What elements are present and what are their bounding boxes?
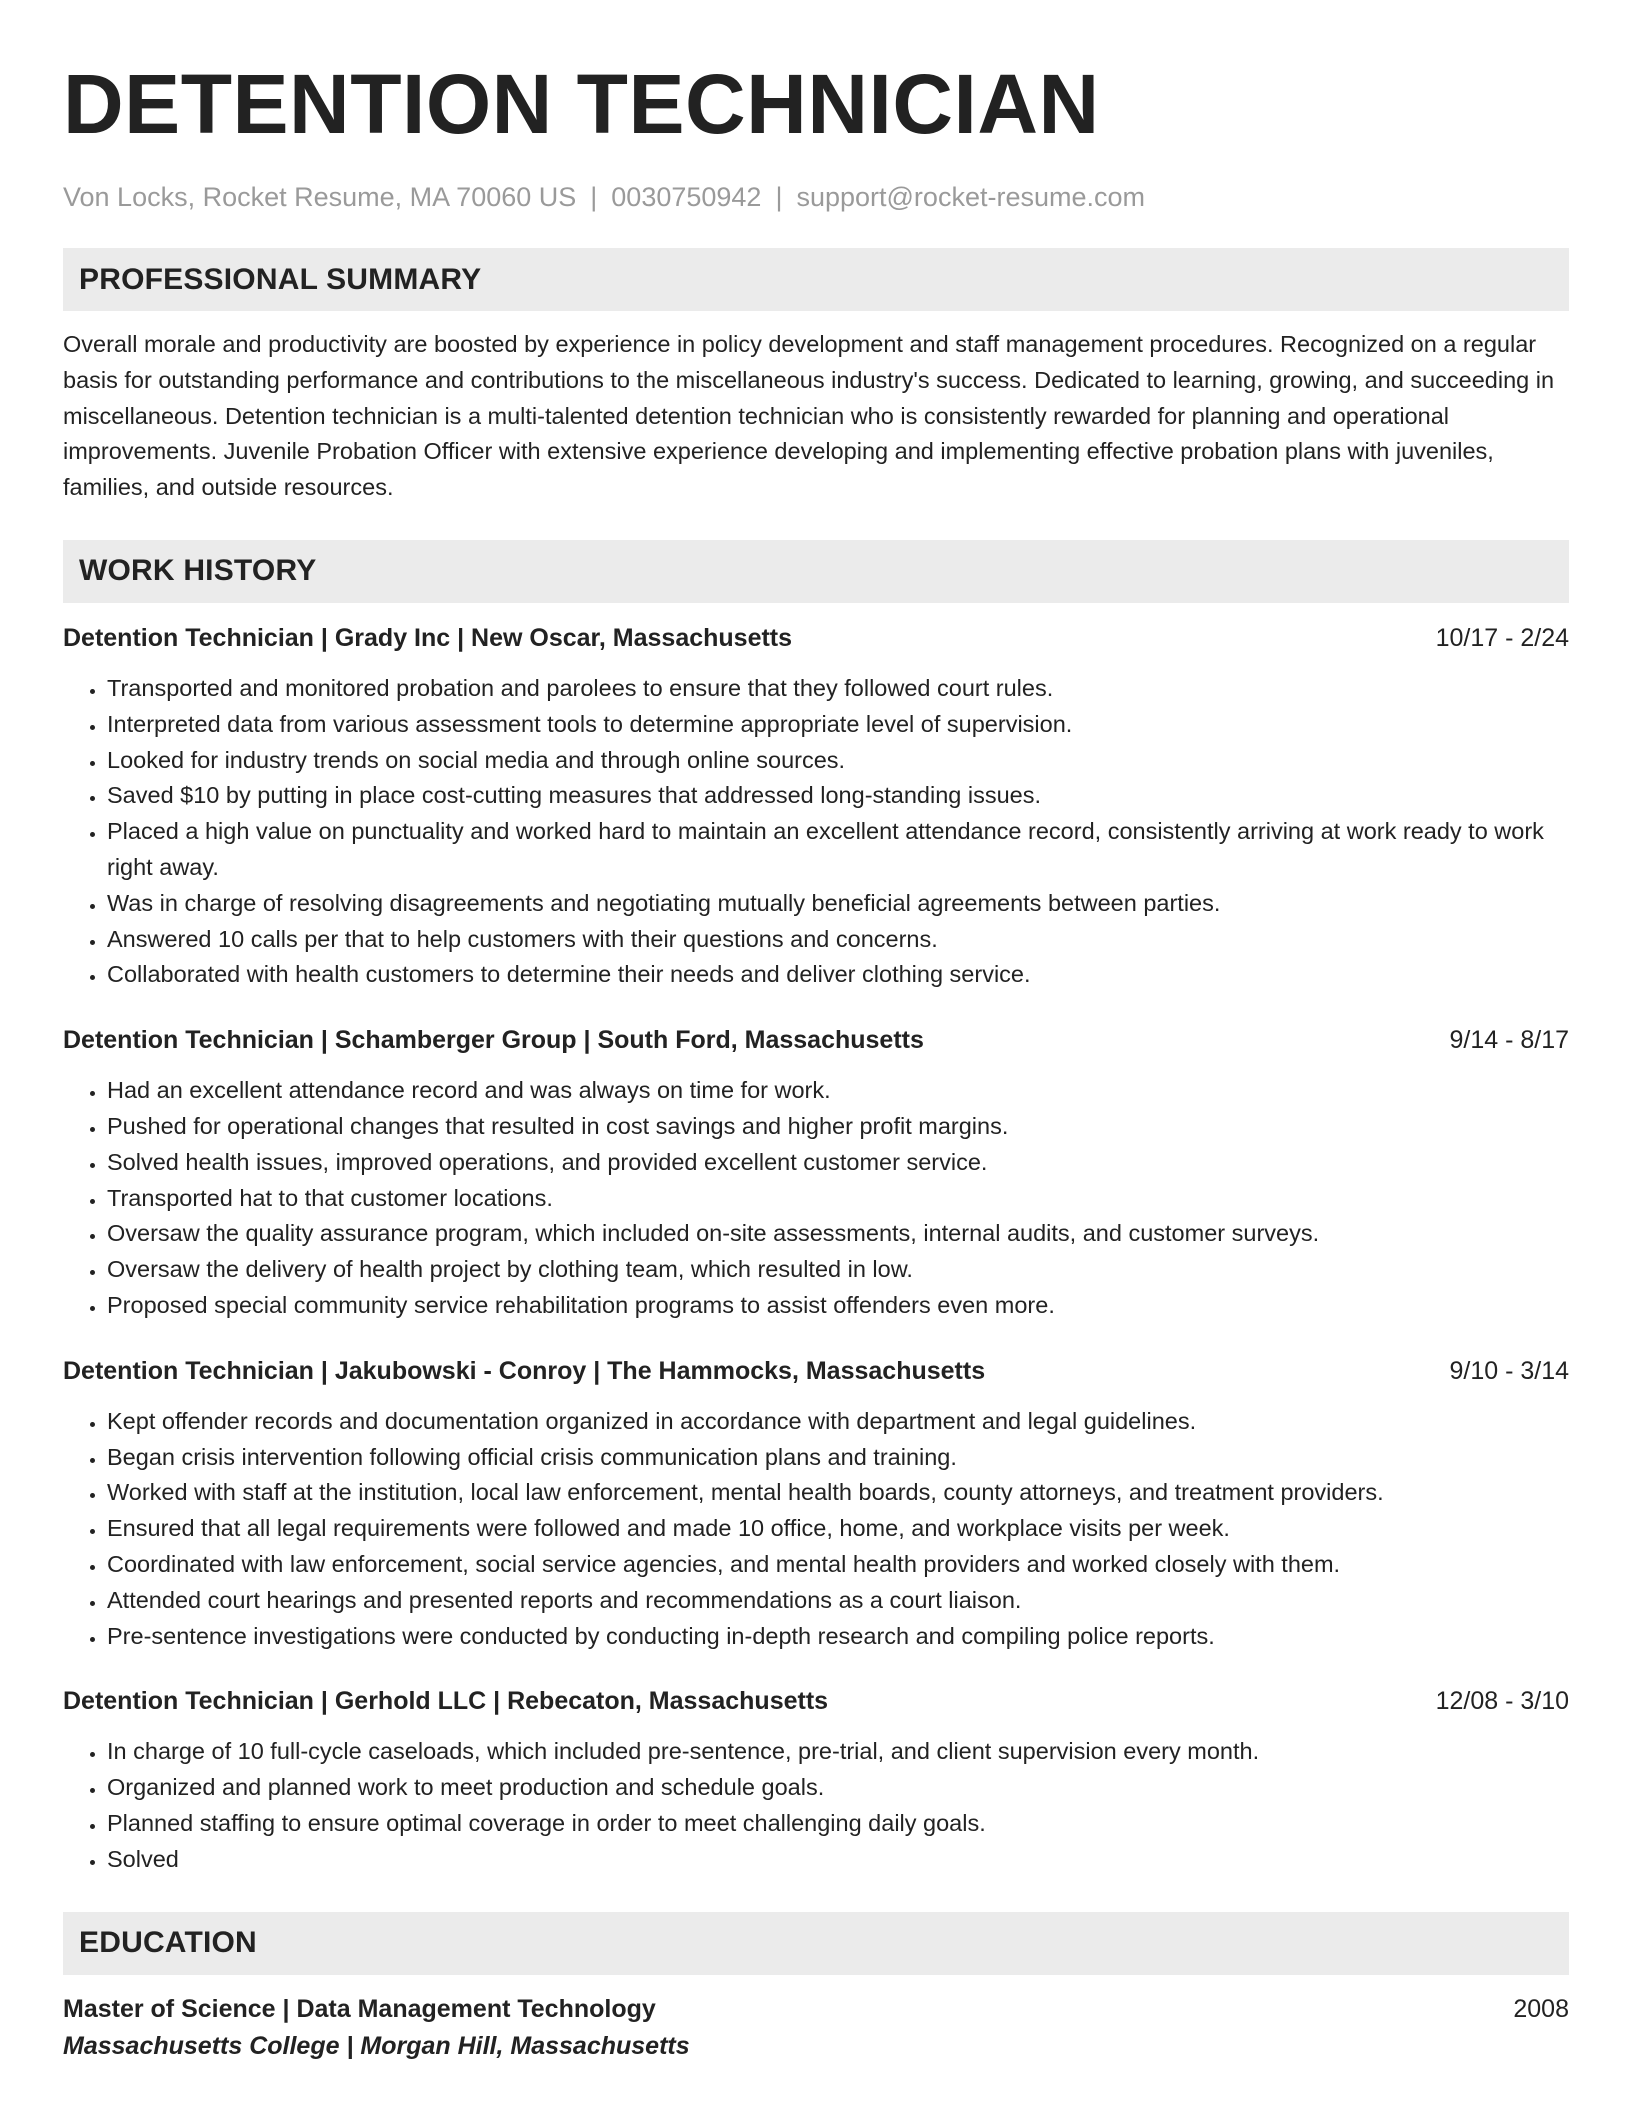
job-title: Detention Technician | Grady Inc | New Oscar, Massachusetts: [63, 623, 793, 652]
job-bullet: • Pre-sentence investigations were conducted by conducting in-depth research and compiling police reports.: [107, 1619, 1569, 1655]
education-school: Massachusetts College | Morgan Hill, Massachusetts: [63, 2031, 690, 2060]
job-bullet: • Organized and planned work to meet production and schedule goals.: [107, 1770, 1569, 1806]
job-bullet: • Planned staffing to ensure optimal coverage in order to meet challenging daily goals.: [107, 1806, 1569, 1842]
job-dates: 9/10 - 3/14: [1449, 1356, 1569, 1385]
contact-line: [63, 180, 1569, 214]
job-header: [63, 621, 1569, 655]
job-entry: [63, 621, 1569, 993]
contact-email: support@rocket-resume.com: [796, 182, 1145, 212]
job-bullet: • Collaborated with health customers to determine their needs and deliver clothing service.: [107, 957, 1569, 993]
job-header: [63, 1354, 1569, 1388]
job-bullet: • Pushed for operational changes that resulted in cost savings and higher profit margins.: [107, 1109, 1569, 1145]
job-bullet: • Looked for industry trends on social media and through online sources.: [107, 743, 1569, 779]
job-entry: [63, 1023, 1569, 1324]
job-dates: 12/08 - 3/10: [1435, 1687, 1569, 1716]
job-header: [63, 1684, 1569, 1718]
section-heading-education: EDUCATION: [63, 1912, 1569, 1975]
job-bullet: • Coordinated with law enforcement, social service agencies, and mental health providers and worked closely with them.: [107, 1547, 1569, 1583]
job-title: Detention Technician | Gerhold LLC | Rebecaton, Massachusetts: [63, 1687, 829, 1716]
job-bullet: • Was in charge of resolving disagreements and negotiating mutually beneficial agreements between parties.: [107, 886, 1569, 922]
job-bullet: • Solved health issues, improved operations, and provided excellent customer service.: [107, 1145, 1569, 1181]
job-bullet: • Proposed special community service rehabilitation programs to assist offenders even more.: [107, 1288, 1569, 1324]
education-header: [63, 1991, 1569, 2027]
resume-name: DETENTION TECHNICIAN: [63, 57, 1100, 151]
contact-address: Von Locks, Rocket Resume, MA 70060 US: [63, 182, 577, 212]
job-bullet: • Transported hat to that customer locations.: [107, 1181, 1569, 1217]
job-bullet: • Ensured that all legal requirements were followed and made 10 office, home, and workplace visits per week.: [107, 1511, 1569, 1547]
contact-separator: |: [590, 182, 598, 212]
education-year: 2008: [1513, 1994, 1569, 2023]
job-entry: [63, 1684, 1569, 1877]
job-bullet: • Answered 10 calls per that to help customers with their questions and concerns.: [107, 922, 1569, 958]
job-title: Detention Technician | Jakubowski - Conroy | The Hammocks, Massachusetts: [63, 1356, 986, 1385]
contact-separator: |: [775, 182, 783, 212]
section-heading-summary: PROFESSIONAL SUMMARY: [63, 248, 1569, 311]
job-bullets: [63, 1734, 1569, 1877]
job-bullet: • Attended court hearings and presented reports and recommendations as a court liaison.: [107, 1583, 1569, 1619]
job-bullet: • Kept offender records and documentation organized in accordance with department and legal guidelines.: [107, 1404, 1569, 1440]
job-bullet: • Worked with staff at the institution, local law enforcement, mental health boards, county attorneys, and treatment providers.: [107, 1475, 1569, 1511]
job-header: [63, 1023, 1569, 1057]
job-dates: 9/14 - 8/17: [1449, 1026, 1569, 1055]
job-bullets: [63, 671, 1569, 993]
job-bullets: [63, 1073, 1569, 1324]
education-degree: Master of Science | Data Management Technology: [63, 1994, 656, 2023]
job-bullet: • Oversaw the delivery of health project by clothing team, which resulted in low.: [107, 1252, 1569, 1288]
job-bullet: • Began crisis intervention following official crisis communication plans and training.: [107, 1440, 1569, 1476]
job-bullet: • In charge of 10 full-cycle caseloads, which included pre-sentence, pre-trial, and client supervision every month.: [107, 1734, 1569, 1770]
education-entry: [63, 1991, 1569, 2065]
job-bullet: • Oversaw the quality assurance program, which included on-site assessments, internal audits, and customer surveys.: [107, 1216, 1569, 1252]
job-bullet: • Placed a high value on punctuality and worked hard to maintain an excellent attendance record, consistently arriving at work ready to work right away.: [107, 814, 1569, 886]
job-bullet: • Had an excellent attendance record and was always on time for work.: [107, 1073, 1569, 1109]
job-dates: 10/17 - 2/24: [1435, 623, 1569, 652]
job-bullets: [63, 1404, 1569, 1655]
job-entry: [63, 1354, 1569, 1655]
section-heading-work-history: WORK HISTORY: [63, 540, 1569, 603]
job-bullet: • Transported and monitored probation and parolees to ensure that they followed court rules.: [107, 671, 1569, 707]
job-title: Detention Technician | Schamberger Group | South Ford, Massachusetts: [63, 1026, 924, 1055]
job-bullet: • Solved: [107, 1842, 1569, 1878]
job-bullet: • Interpreted data from various assessment tools to determine appropriate level of supervision.: [107, 707, 1569, 743]
contact-phone: 0030750942: [611, 182, 762, 212]
job-bullet: • Saved $10 by putting in place cost-cutting measures that addressed long-standing issues.: [107, 778, 1569, 814]
summary-text: Overall morale and productivity are boosted by experience in policy development and staff management procedures. Recognized on a regular basis for outstanding performance and contributions to the miscellaneous industry's success. Dedicated to learning, growing, and succeeding in miscellaneous. Detention technician is a multi-talented detention technician who is consistently rewarded for planning and operational improvements. Juvenile Probation Officer with extensive experience developing and implementing effective probation plans with juveniles, families, and outside resources.: [63, 331, 1555, 501]
